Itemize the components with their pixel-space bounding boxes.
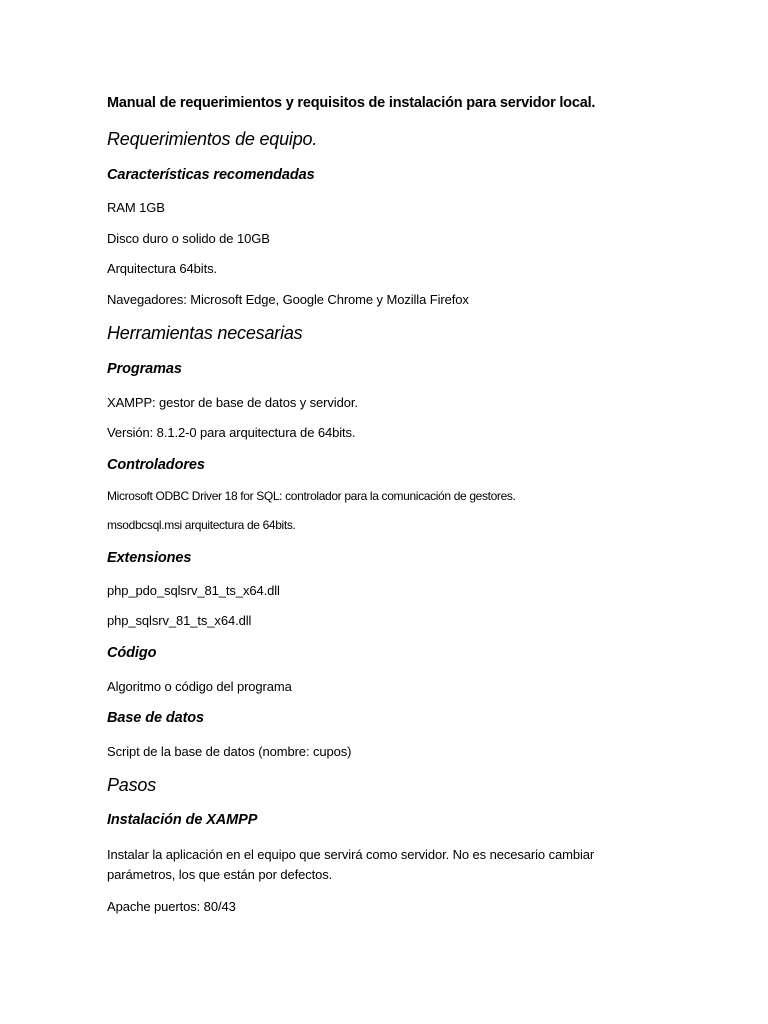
paragraph-browsers: Navegadores: Microsoft Edge, Google Chrome y Mozilla Firefox (107, 292, 469, 307)
paragraph-odbc-driver: Microsoft ODBC Driver 18 for SQL: controlador para la comunicación de gestores. (107, 489, 516, 503)
paragraph-extension-sqlsrv: php_sqlsrv_81_ts_x64.dll (107, 613, 252, 628)
subheading-drivers: Controladores (107, 457, 205, 473)
subheading-recommended-features: Características recomendadas (107, 167, 315, 183)
section-heading-steps: Pasos (107, 775, 157, 795)
paragraph-xampp: XAMPP: gestor de base de datos y servidor. (107, 395, 358, 410)
paragraph-apache-ports: Apache puertos: 80/43 (107, 899, 236, 914)
paragraph-extension-pdo: php_pdo_sqlsrv_81_ts_x64.dll (107, 583, 280, 598)
paragraph-version: Versión: 8.1.2-0 para arquitectura de 64bits. (107, 425, 356, 440)
paragraph-msodbcsql: msodbcsql.msi arquitectura de 64bits. (107, 518, 296, 532)
section-heading-equipment: Requerimientos de equipo. (107, 129, 318, 149)
paragraph-ram: RAM 1GB (107, 200, 165, 215)
paragraph-install-line-1: Instalar la aplicación en el equipo que servirá como servidor. No es necesario cambiar (107, 847, 595, 862)
paragraph-install-line-2: parámetros, los que están por defectos. (107, 867, 333, 882)
subheading-xampp-install: Instalación de XAMPP (107, 812, 258, 828)
subheading-code: Código (107, 645, 157, 661)
paragraph-architecture: Arquitectura 64bits. (107, 261, 218, 276)
paragraph-disk: Disco duro o solido de 10GB (107, 231, 270, 246)
document-title: Manual de requerimientos y requisitos de instalación para servidor local. (107, 95, 596, 111)
paragraph-code: Algoritmo o código del programa (107, 679, 292, 694)
paragraph-database-script: Script de la base de datos (nombre: cupos) (107, 744, 352, 759)
section-heading-tools: Herramientas necesarias (107, 323, 303, 343)
subheading-extensions: Extensiones (107, 550, 192, 566)
subheading-programs: Programas (107, 361, 182, 377)
subheading-database: Base de datos (107, 710, 205, 726)
